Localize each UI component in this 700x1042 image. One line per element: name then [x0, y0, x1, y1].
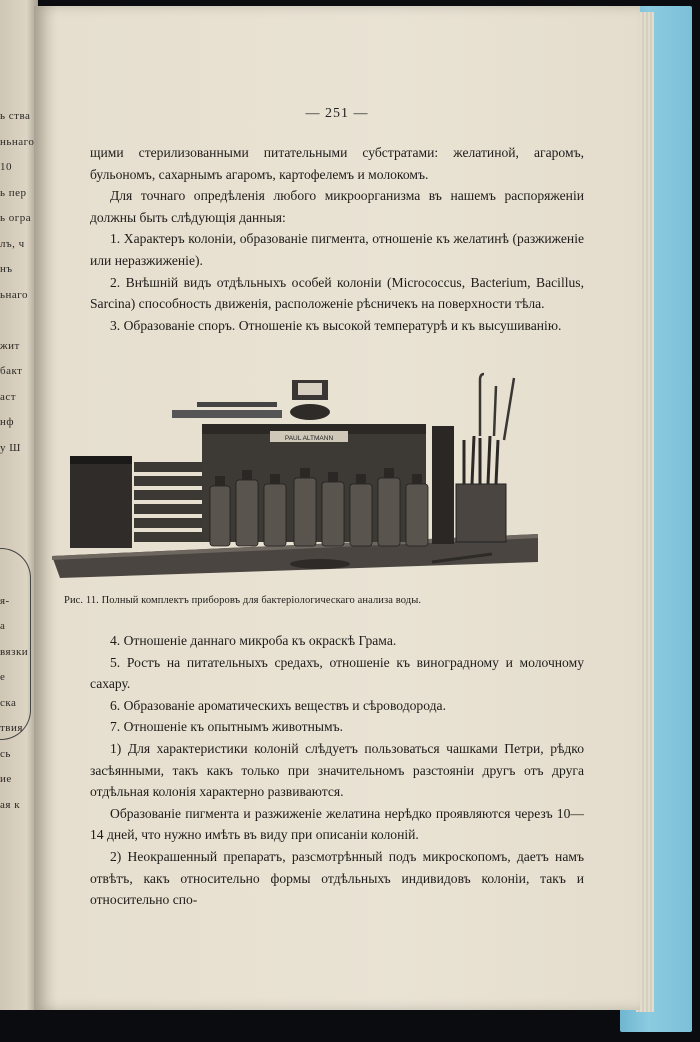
- left-page-fragment: [0, 0, 38, 1010]
- left-page-text-fragment: твия: [0, 722, 23, 734]
- left-page-text-fragment: аст: [0, 390, 17, 403]
- paragraph: 6. Образованіе ароматическихъ веществъ и сѣроводорода.: [110, 697, 446, 713]
- laboratory-apparatus-illustration: [52, 366, 538, 586]
- paragraph: 7. Отношеніе къ опытнымъ животнымъ.: [110, 719, 344, 735]
- left-page-text-fragment: е: [0, 671, 6, 683]
- paragraph: 2. Внѣшній видъ отдѣльныхъ особей колоніи (Micrococcus, Bacterium, Bacillus, Sarcina) способность движенія, расположеніе рѣсничекъ на поверхности тѣла.: [90, 274, 584, 312]
- figure-box-label: PAUL ALTMANN: [284, 435, 334, 442]
- figure-caption: Рис. 11. Полный комплектъ приборовъ для бактеріологическаго анализа воды.: [64, 595, 422, 606]
- left-page-text-fragment: ь пер: [0, 186, 27, 199]
- left-page-text-fragment: я-: [0, 594, 10, 607]
- left-page-text-fragment: ньнаго: [0, 135, 35, 148]
- paragraph: 1. Характеръ колоніи, образованіе пигмента, отношеніе къ желатинѣ (разжиженіе или неразжиженіе).: [90, 231, 584, 268]
- left-page-text-fragment: ие: [0, 773, 12, 785]
- paragraph: 2) Неокрашенный препаратъ, разсмотрѣнный подъ микроскопомъ, даетъ намъ отвѣтъ, какъ относительно формы отдѣльныхъ индивидовъ колоніи, такъ и относительно спо-: [90, 848, 584, 908]
- left-page-text-fragment: 10: [0, 161, 12, 173]
- paragraph: 4. Отношеніе даннаго микроба къ окраскѣ Грама.: [110, 633, 397, 648]
- left-page-text-fragment: нф: [0, 416, 15, 428]
- paragraph: 5. Ростъ на питательныхъ средахъ, отношеніе къ виноградному и молочному сахару.: [90, 654, 584, 692]
- book-page: [34, 6, 640, 1010]
- left-page-figure-fragment: [0, 548, 31, 740]
- text-block-bottom: [90, 630, 584, 911]
- left-page-text-fragment: ая к: [0, 798, 21, 811]
- left-page-text-fragment: ска: [0, 696, 17, 709]
- left-page-text-fragment: а: [0, 620, 6, 632]
- left-page-text-fragment: нъ: [0, 263, 13, 275]
- paragraph: Образованіе пигмента и разжиженіе желатина нерѣдко проявляются черезъ 10—14 дней, что нужно имѣть въ виду при описаніи колоній.: [90, 805, 584, 843]
- left-page-text-fragment: ь огра: [0, 212, 32, 224]
- left-page-text-fragment: жит: [0, 339, 20, 352]
- text-block-top: [90, 142, 584, 336]
- paragraph: Для точнаго опредѣленія любого микроорганизма въ нашемъ распоряженіи должны быть слѣдующія данныя:: [90, 188, 584, 225]
- left-page-text-fragment: вязки: [0, 645, 29, 658]
- paragraph: 1) Для характеристики колоній слѣдуетъ пользоваться чашками Петри, рѣдко засѣянными, такъ какъ только при значительномъ разстояніи другъ отъ друга отдѣльная колонія характерно развиваются.: [90, 740, 584, 800]
- page-number: — 251 —: [305, 106, 369, 121]
- left-page-text-fragment: бакт: [0, 365, 23, 377]
- left-page-text-fragment: ьнаго: [0, 288, 29, 301]
- left-page-text-fragment: ь ства: [0, 110, 31, 122]
- paragraph: щими стерилизованными питательными субстратами: желатиной, агаромъ, бульономъ, сахарнымъ агаромъ, картофелемъ и молокомъ.: [90, 145, 584, 182]
- left-page-text-fragment: сь: [0, 747, 11, 760]
- left-page-text-fragment: у Ш: [0, 441, 21, 454]
- left-page-text-fragment: лъ, ч: [0, 237, 25, 250]
- paragraph: 3. Образованіе споръ. Отношеніе къ высокой температурѣ и къ высушиванію.: [110, 317, 562, 333]
